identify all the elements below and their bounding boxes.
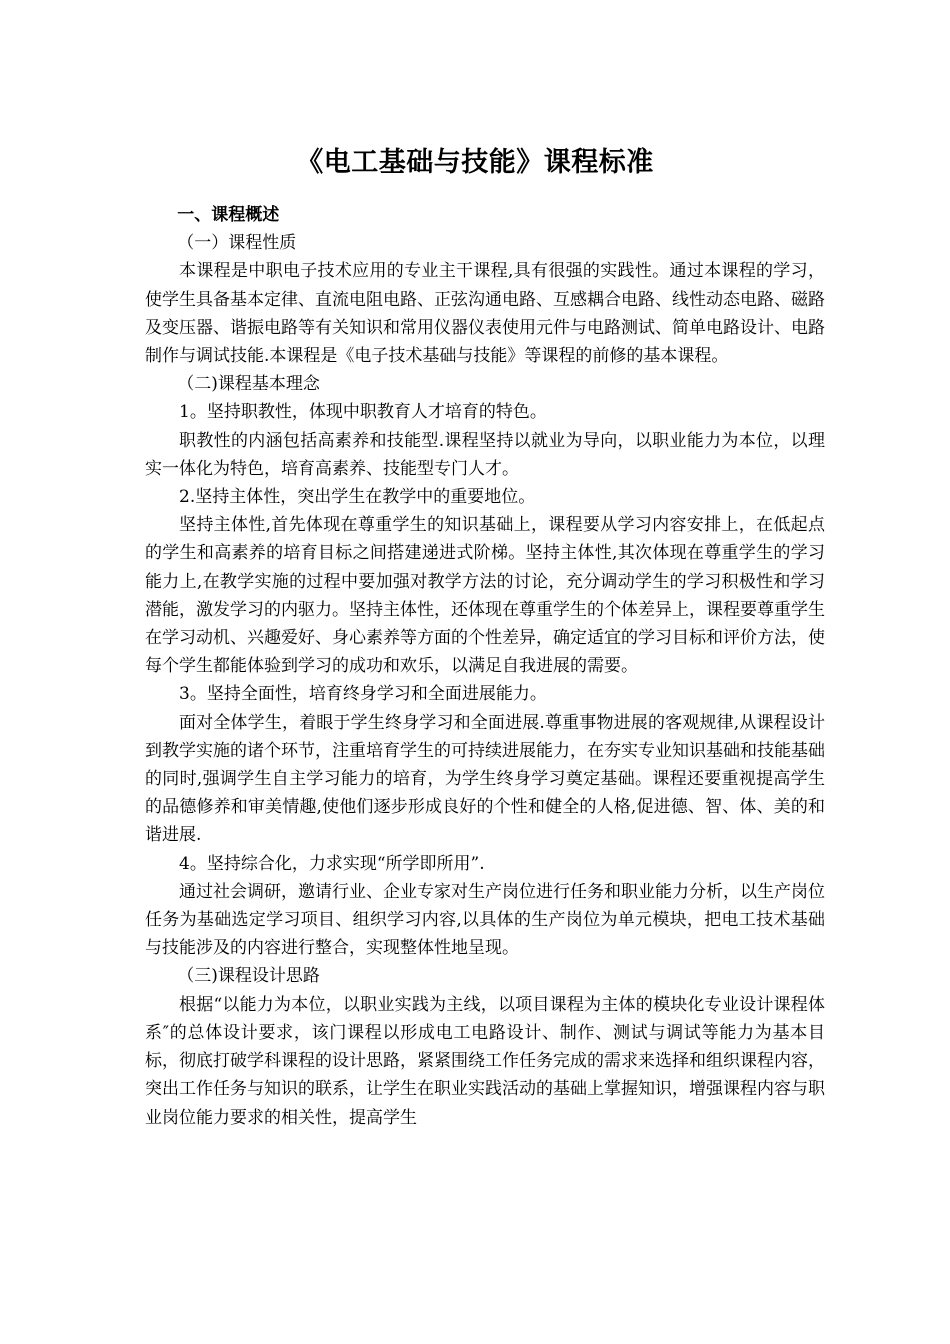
document-title: 《电工基础与技能》课程标准 [296,147,654,178]
document-body [145,201,825,1132]
body-paragraph: 1。坚持职教性，体现中职教育人才培育的特色。 [179,402,547,423]
subsection-heading: （一）课程性质 [177,233,297,254]
body-paragraph: 面对全体学生，着眼于学生终身学习和全面进展.尊重事物进展的客观规律,从课程设计到教学实施的诸个环节，注重培育学生的可持续进展能力，在夯实专业知识基础和技能基础的同时,强调学生自主学习能力的培育，为学生终身学习奠定基础。课程还要重视提高学生的品德修养和审美情趣,使他们逐步形成良好的个性和健全的人格,促进德、智、体、美的和谐进展. [145,712,825,846]
body-paragraph: 4。坚持综合化，力求实现“所学即所用”. [179,853,485,874]
body-paragraph: 2.坚持主体性，突出学生在教学中的重要地位。 [179,487,536,508]
body-paragraph: 坚持主体性,首先体现在尊重学生的知识基础上，课程要从学习内容安排上，在低起点的学生和高素养的培育目标之间搭建递进式阶梯。坚持主体性,其次体现在尊重学生的学习能力上,在教学实施的过程中要加强对教学方法的讨论，充分调动学生的学习积极性和学习潜能，激发学习的内驱力。坚持主体性，还体现在尊重学生的个体差异上，课程要尊重学生在学习动机、兴趣爱好、身心素养等方面的个性差异，确定适宜的学习目标和评价方法，使每个学生都能体验到学习的成功和欢乐，以满足自我进展的需要。 [145,515,825,677]
subsection-heading: （二)课程基本理念 [177,374,320,395]
body-paragraph: 根据“以能力为本位，以职业实践为主线，以项目课程为主体的模块化专业设计课程体系″的总体设计要求，该门课程以形成电工电路设计、制作、测试与调试等能力为基本目标，彻底打破学科课程的设计思路，紧紧围绕工作任务完成的需求来选择和组织课程内容，突出工作任务与知识的联系，让学生在职业实践活动的基础上掌握知识，增强课程内容与职业岗位能力要求的相关性，提高学生 [145,994,825,1128]
section-heading: 一、课程概述 [177,205,280,225]
body-paragraph: 本课程是中职电子技术应用的专业主干课程,具有很强的实践性。通过本课程的学习，使学生具备基本定律、直流电阻电路、正弦沟通电路、互感耦合电路、线性动态电路、磁路及变压器、谐振电路等有关知识和常用仪器仪表使用元件与电路测试、简单电路设计、电路制作与调试技能.本课程是《电子技术基础与技能》等课程的前修的基本课程。 [145,261,825,367]
body-paragraph: 通过社会调研，邀请行业、企业专家对生产岗位进行任务和职业能力分析，以生产岗位任务为基础选定学习项目、组织学习内容,以具体的生产岗位为单元模块，把电工技术基础与技能涉及的内容进行整合，实现整体性地呈现。 [145,881,825,959]
body-paragraph: 职教性的内涵包括高素养和技能型.课程坚持以就业为导向，以职业能力为本位，以理实一体化为特色，培育高素养、技能型专门人才。 [145,430,825,479]
subsection-heading: （三)课程设计思路 [177,966,320,987]
body-paragraph: 3。坚持全面性，培育终身学习和全面进展能力。 [179,684,547,705]
